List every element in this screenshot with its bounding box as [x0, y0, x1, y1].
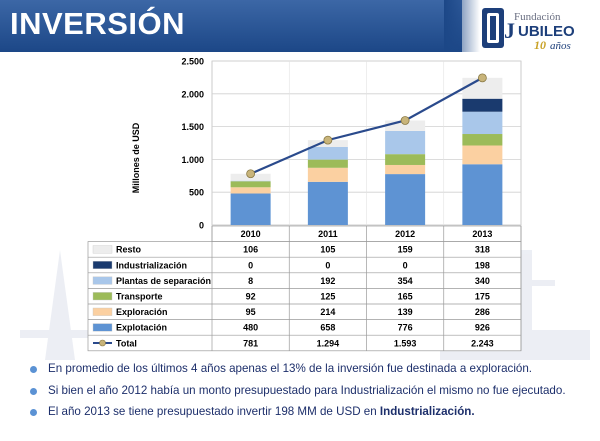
- legend-key-swatch: [93, 308, 112, 316]
- y-tick-label: 2.500: [181, 56, 204, 67]
- bar-segment: [308, 182, 348, 225]
- data-label: 1.593: [393, 338, 417, 349]
- bullet-text: El año 2013 se tiene presupuestado invertir 198 MM de USD en: [48, 405, 380, 418]
- bullet-dot-icon: [30, 409, 37, 416]
- y-axis-label: Millones de USD: [131, 122, 141, 194]
- bar-segment: [308, 168, 348, 182]
- y-tick-label: 500: [188, 187, 204, 198]
- data-label: 92: [245, 291, 256, 302]
- total-marker: [401, 116, 409, 124]
- chart-axis: [181, 57, 204, 231]
- data-label: 480: [243, 322, 259, 333]
- data-label: 192: [320, 275, 336, 286]
- data-label: 926: [474, 322, 490, 333]
- data-label: 214: [320, 307, 336, 318]
- x-tick-label: 2011: [318, 229, 338, 240]
- total-marker: [324, 136, 332, 144]
- y-tick-label: 2.000: [181, 89, 204, 100]
- data-label: 95: [245, 307, 256, 318]
- data-label: 105: [320, 244, 336, 255]
- legend-label: Industrialización: [116, 260, 188, 271]
- x-tick-label: 2012: [395, 229, 416, 240]
- data-label: 139: [397, 307, 413, 318]
- logo-letter-j: J: [504, 18, 515, 43]
- legend-label: Plantas de separación: [116, 275, 212, 286]
- bullet-text: Si bien el año 2012 había un monto presupuestado para Industrialización el mismo no fue ejecutado.: [48, 383, 566, 397]
- bullet-list: [28, 361, 590, 426]
- bar-segment: [385, 165, 425, 174]
- logo-anniversary-number: 10: [534, 38, 546, 52]
- data-label: 781: [243, 338, 259, 349]
- legend-key-marker: [100, 340, 106, 346]
- legend-label: Explotación: [116, 322, 168, 333]
- x-tick-label: 2010: [240, 229, 261, 240]
- bullet-item: [28, 383, 590, 400]
- data-table: [88, 226, 521, 351]
- bar-segment: [385, 174, 425, 225]
- y-tick-label: 1.500: [181, 122, 204, 133]
- bar-segment: [462, 112, 502, 134]
- data-label: 198: [474, 260, 490, 271]
- bar-segment: [462, 164, 502, 225]
- data-label: 125: [320, 291, 336, 302]
- legend-key-swatch: [93, 324, 112, 332]
- y-tick-label: 1.000: [181, 154, 204, 165]
- data-label: 658: [320, 322, 336, 333]
- legend-key-swatch: [93, 261, 112, 269]
- bullet-dot-icon: [30, 388, 37, 395]
- data-label: 286: [474, 307, 490, 318]
- data-label: 2.243: [471, 338, 494, 349]
- legend-label: Total: [116, 338, 137, 349]
- logo-text-jubileo: UBILEO: [518, 23, 575, 40]
- data-label: 0: [325, 260, 331, 271]
- bar-segment: [308, 147, 348, 160]
- data-label: 776: [397, 322, 413, 333]
- data-label: 8: [248, 275, 254, 286]
- legend-label: Exploración: [116, 307, 168, 318]
- data-label: 0: [402, 260, 408, 271]
- data-label: 175: [474, 291, 490, 302]
- bullet-item: [28, 361, 590, 378]
- total-marker: [247, 170, 255, 178]
- data-label: 354: [397, 275, 413, 286]
- legend-label: Transporte: [116, 291, 163, 302]
- page-title: INVERSIÓN: [10, 6, 186, 41]
- data-label: 318: [474, 244, 490, 255]
- bar-segment: [462, 99, 502, 112]
- bullet-item: [28, 404, 590, 421]
- bar-segment: [231, 181, 271, 182]
- data-label: 0: [248, 260, 254, 271]
- bar-segment: [308, 160, 348, 168]
- logo-anniversary-word: años: [550, 40, 571, 52]
- legend-label: Resto: [116, 244, 142, 255]
- data-label: 159: [397, 244, 413, 255]
- logo-text-fundacion: Fundación: [514, 11, 561, 23]
- y-tick-label: 0: [198, 220, 204, 231]
- data-label: 165: [397, 291, 413, 302]
- bar-segment: [231, 187, 271, 193]
- legend-key-swatch: [93, 277, 112, 285]
- data-label: 1.294: [316, 338, 340, 349]
- bar-segment: [385, 154, 425, 165]
- total-marker: [478, 74, 486, 82]
- bullet-bold-text: Industrialización.: [379, 405, 475, 418]
- data-label: 340: [474, 275, 490, 286]
- x-tick-label: 2013: [472, 229, 493, 240]
- bar-segment: [385, 131, 425, 154]
- data-label: 106: [243, 244, 259, 255]
- bullet-text: En promedio de los últimos 4 años apenas el 13% de la inversión fue destinada a exploración.: [48, 362, 533, 375]
- bar-segment: [462, 134, 502, 145]
- legend-key-swatch: [93, 292, 112, 300]
- legend-key-swatch: [93, 246, 112, 254]
- bar-segment: [462, 145, 502, 164]
- bar-segment: [231, 194, 271, 225]
- bullet-dot-icon: [30, 366, 37, 373]
- bar-segment: [231, 181, 271, 187]
